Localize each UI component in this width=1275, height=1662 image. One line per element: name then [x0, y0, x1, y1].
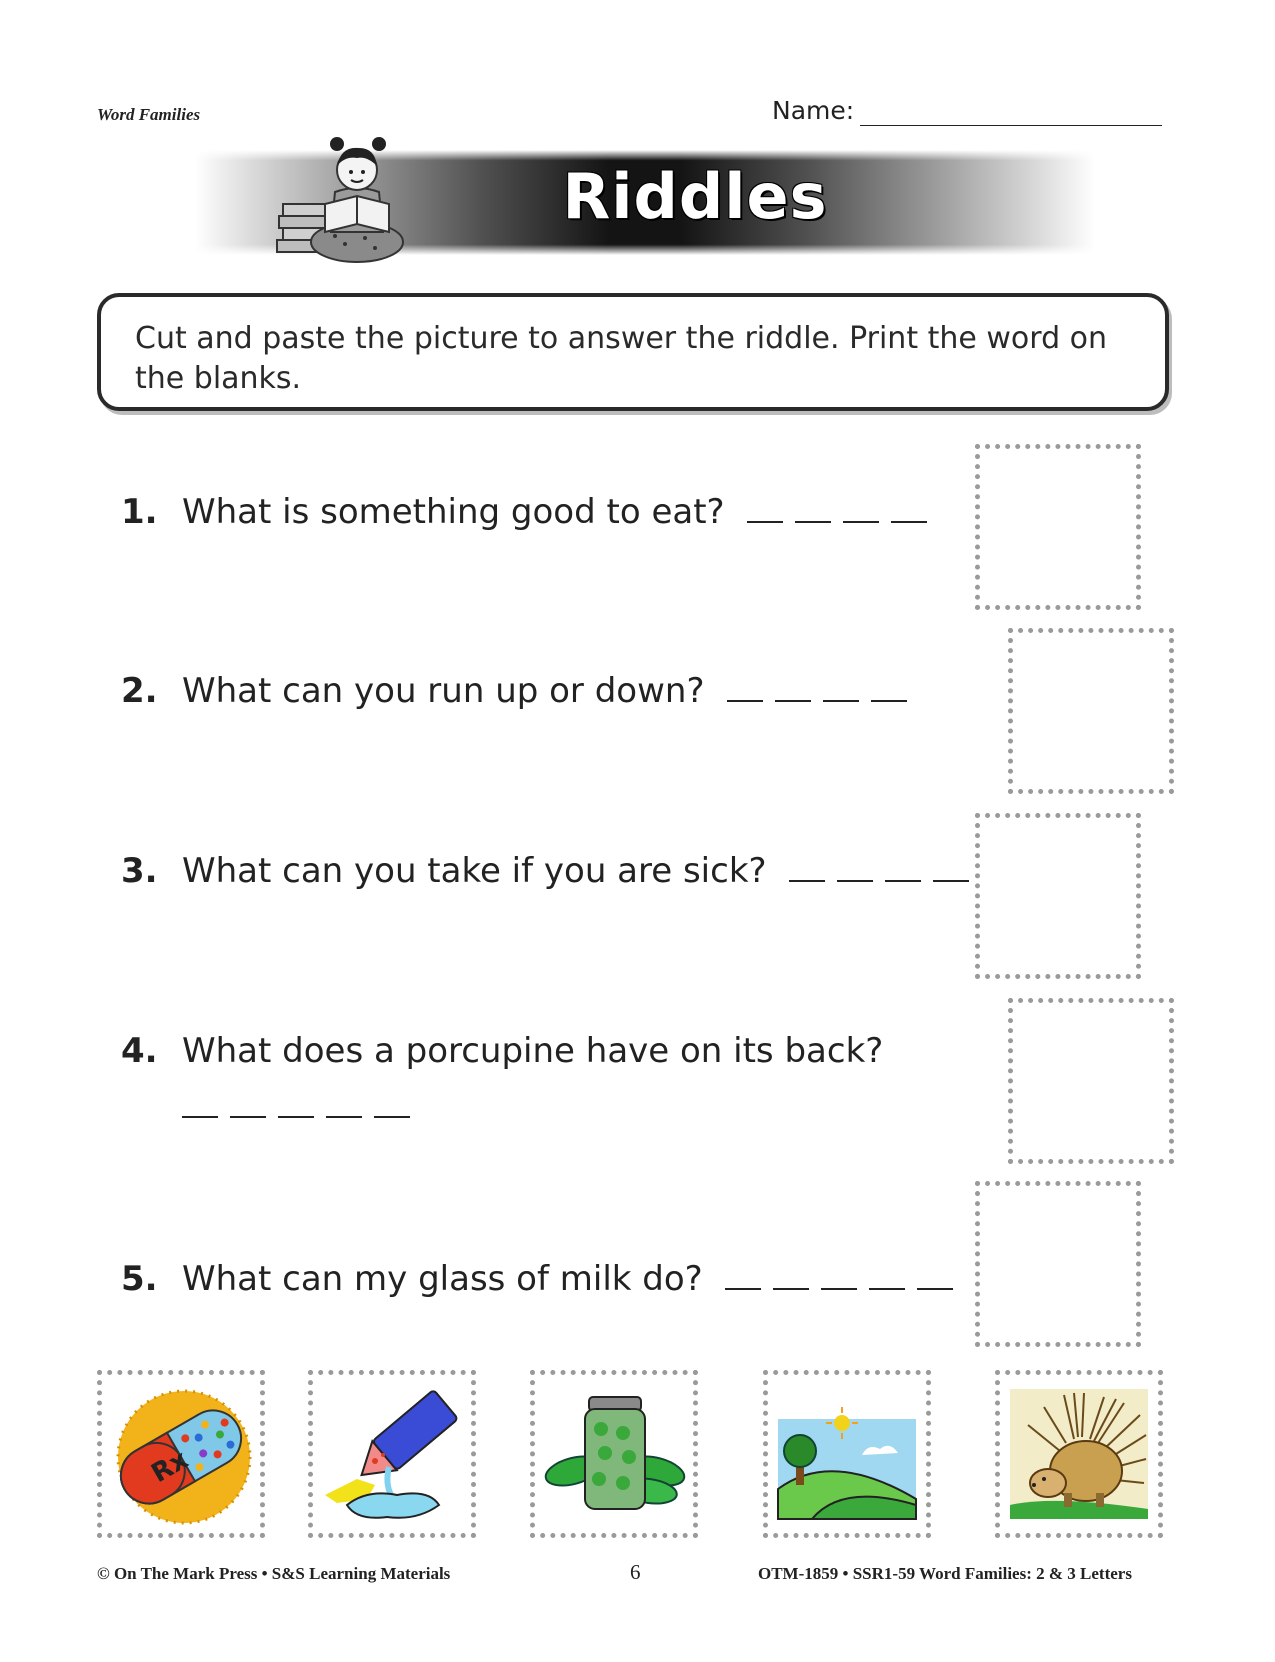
answer-blanks[interactable] — [747, 492, 939, 532]
answer-blanks[interactable] — [789, 851, 981, 891]
picture-hill[interactable] — [763, 1370, 931, 1538]
question-number: 2. — [121, 671, 158, 711]
question-text: What does a porcupine have on its back? — [182, 1031, 884, 1071]
question-number: 5. — [121, 1259, 158, 1299]
answer-blanks-4[interactable] — [182, 1088, 422, 1122]
rx-label: Rx — [146, 1444, 194, 1490]
section-label: Word Families — [97, 105, 201, 124]
page-number: 6 — [630, 1560, 641, 1584]
question-number: 1. — [121, 492, 158, 532]
picture-pill[interactable] — [97, 1370, 265, 1538]
name-field[interactable] — [772, 96, 1162, 130]
paste-box-3[interactable] — [975, 813, 1141, 979]
page-title: Riddles — [562, 160, 828, 233]
picture-porcupine[interactable] — [995, 1370, 1163, 1538]
instructions-box — [97, 293, 1169, 411]
question-text: What can my glass of milk do? — [182, 1259, 703, 1299]
paste-box-2[interactable] — [1008, 628, 1174, 794]
question-number: 3. — [121, 851, 158, 891]
paste-box-1[interactable] — [975, 444, 1141, 610]
answer-blanks[interactable] — [727, 671, 919, 711]
paste-box-5[interactable] — [975, 1181, 1141, 1347]
hill-icon — [772, 1379, 922, 1529]
spill-icon — [317, 1379, 467, 1529]
pickle-jar-icon — [539, 1379, 689, 1529]
instructions-text: Cut and paste the picture to answer the riddle. Print the word on the blanks. — [135, 321, 1108, 396]
name-line[interactable] — [860, 125, 1162, 126]
answer-blanks[interactable] — [725, 1259, 965, 1299]
question-text: What can you run up or down? — [182, 671, 705, 711]
question-text: What can you take if you are sick? — [182, 851, 767, 891]
footer-product: OTM-1859 • SSR1-59 Word Families: 2 & 3 Letters — [758, 1564, 1132, 1583]
question-text: What is something good to eat? — [182, 492, 725, 532]
footer-copyright: © On The Mark Press • S&S Learning Materials — [97, 1564, 451, 1583]
reading-girl-illustration — [275, 132, 415, 267]
name-label: Name: — [772, 96, 855, 125]
porcupine-icon — [1004, 1379, 1154, 1529]
question-number: 4. — [121, 1031, 158, 1071]
pill-icon — [106, 1379, 256, 1529]
picture-pickles[interactable] — [530, 1370, 698, 1538]
paste-box-4[interactable] — [1008, 998, 1174, 1164]
picture-spill[interactable] — [308, 1370, 476, 1538]
